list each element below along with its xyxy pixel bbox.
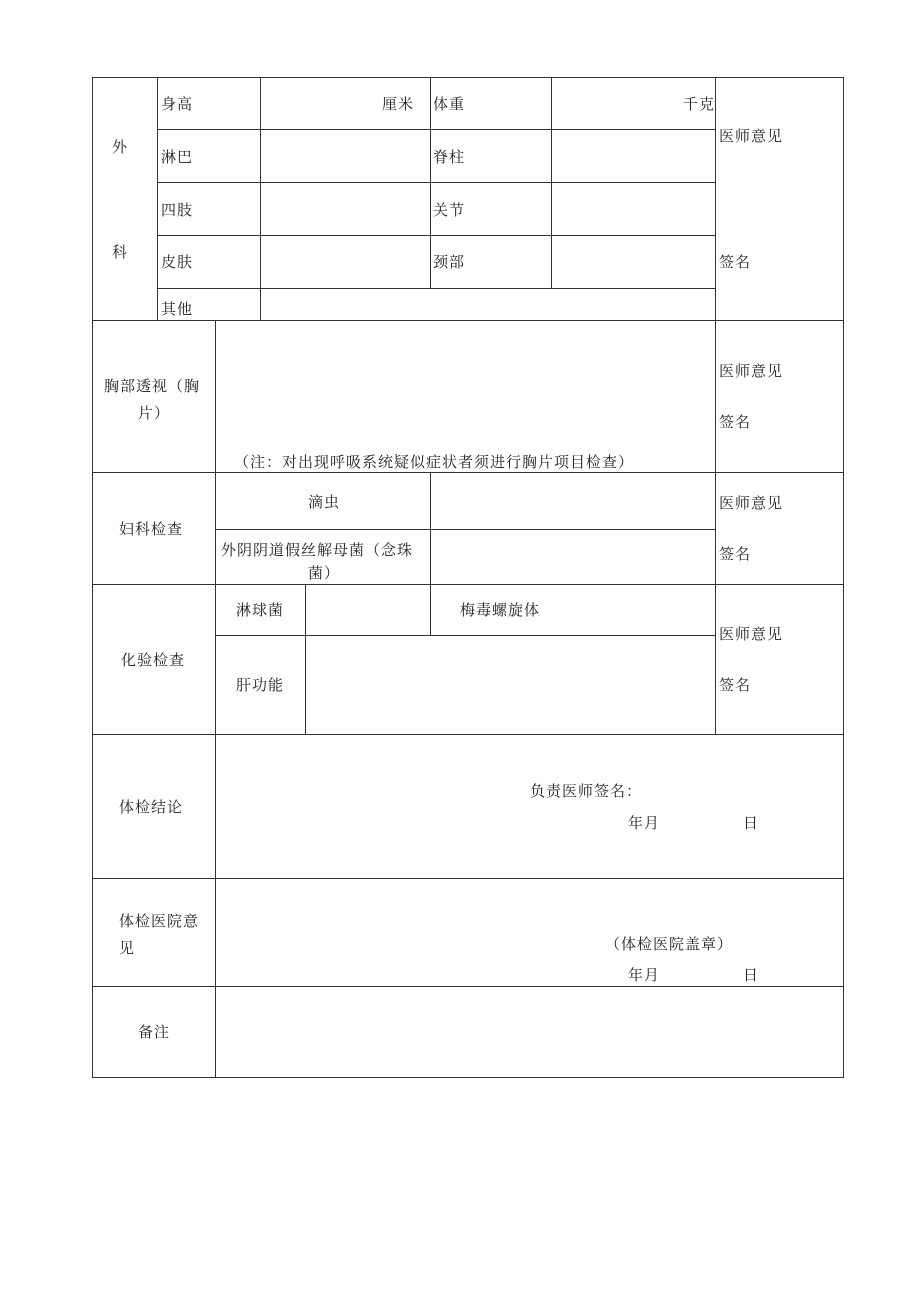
spine-label: 脊柱 — [433, 148, 466, 166]
neck-label: 颈部 — [433, 253, 466, 271]
hospital-opinion-label-cont: 见 — [119, 939, 136, 957]
divider — [157, 182, 715, 183]
divider — [92, 472, 844, 473]
chest-label: 胸部透视（胸 — [104, 377, 201, 395]
other-label: 其他 — [161, 300, 194, 318]
divider — [215, 320, 216, 1078]
doctor-opinion-label: 医师意见 — [719, 362, 784, 380]
table-border-left — [92, 77, 93, 1078]
doctor-opinion-label: 医师意见 — [719, 127, 784, 145]
joints-label: 关节 — [433, 201, 466, 219]
divider — [305, 584, 306, 734]
divider — [92, 320, 844, 321]
divider — [215, 635, 715, 636]
signature-label: 签名 — [719, 676, 752, 694]
chest-label-cont: 片） — [138, 404, 171, 422]
candida-label-cont: 菌） — [308, 564, 341, 582]
doctor-signature-label: 负责医师签名： — [530, 782, 643, 800]
divider — [260, 77, 261, 320]
divider — [92, 986, 844, 987]
year-month-label: 年月 — [628, 966, 661, 984]
table-border-right — [843, 77, 844, 1078]
year-month-label: 年月 — [628, 814, 661, 832]
divider — [92, 878, 844, 879]
divider — [157, 235, 715, 236]
conclusion-label: 体检结论 — [119, 798, 184, 816]
divider — [215, 529, 715, 530]
divider — [157, 288, 715, 289]
skin-label: 皮肤 — [161, 253, 194, 271]
divider — [157, 129, 715, 130]
table-border-top — [92, 77, 844, 78]
surgery-label-bottom: 科 — [112, 243, 129, 261]
hospital-stamp-label: （体检医院盖章） — [605, 935, 734, 953]
divider — [92, 584, 844, 585]
doctor-opinion-label: 医师意见 — [719, 625, 784, 643]
table-border-bottom — [92, 1077, 844, 1078]
height-label: 身高 — [161, 95, 194, 113]
day-label: 日 — [743, 966, 760, 984]
chest-note: （注：对出现呼吸系统疑似症状者须进行胸片项目检查） — [234, 453, 635, 471]
divider — [157, 77, 158, 320]
doctor-opinion-label: 医师意见 — [719, 494, 784, 512]
lymph-label: 淋巴 — [161, 148, 194, 166]
day-label: 日 — [743, 814, 760, 832]
surgery-label-top: 外 — [112, 138, 129, 156]
signature-label: 签名 — [719, 413, 752, 431]
trichomonas-label: 滴虫 — [308, 493, 341, 511]
divider — [430, 584, 431, 635]
gonococcus-label: 淋球菌 — [236, 601, 285, 619]
weight-unit: 千克 — [683, 95, 716, 113]
liver-function-label: 肝功能 — [236, 676, 285, 694]
hospital-opinion-label: 体检医院意 — [119, 912, 200, 930]
gyn-label: 妇科检查 — [119, 520, 184, 538]
candida-label: 外阴阴道假丝解母菌（念珠 — [221, 541, 414, 559]
signature-label: 签名 — [719, 253, 752, 271]
divider — [715, 77, 716, 734]
signature-label: 签名 — [719, 545, 752, 563]
divider — [430, 472, 431, 584]
divider — [92, 734, 844, 735]
limbs-label: 四肢 — [161, 201, 194, 219]
remarks-label: 备注 — [138, 1023, 171, 1041]
height-unit: 厘米 — [382, 95, 415, 113]
syphilis-label: 梅毒螺旋体 — [460, 601, 541, 619]
weight-label: 体重 — [433, 95, 466, 113]
lab-label: 化验检查 — [121, 651, 186, 669]
